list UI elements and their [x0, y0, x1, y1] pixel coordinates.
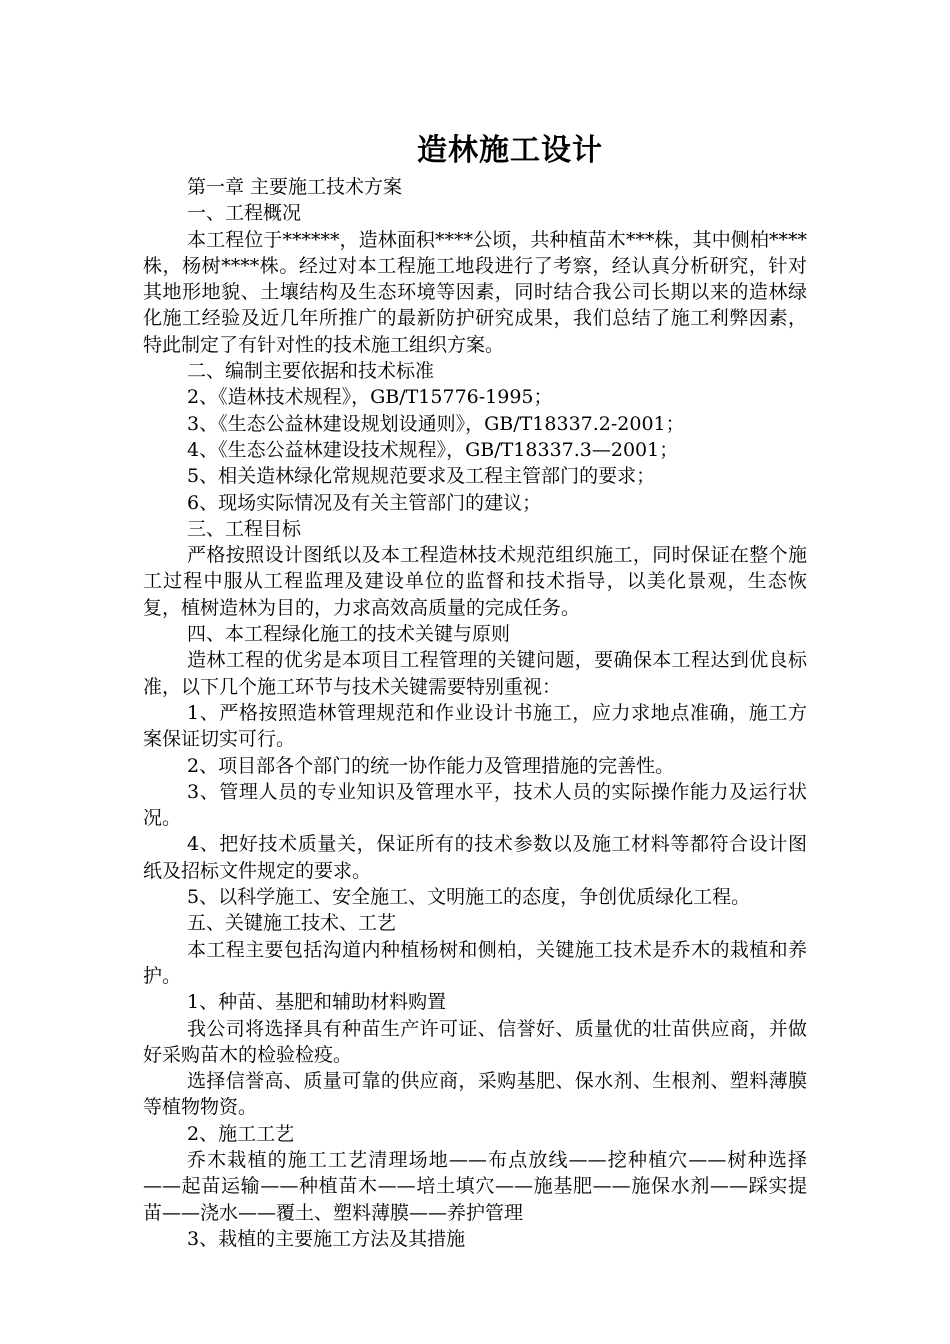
section-heading: 第一章 主要施工技术方案: [187, 176, 403, 198]
body-paragraph: 我公司将选择具有种苗生产许可证、信誉好、质量优的壮苗供应商，并做好采购苗木的检验检疫。: [143, 1017, 807, 1066]
list-item: 2、《造林技术规程》，GB/T15776-1995；: [187, 386, 553, 409]
body-paragraph: 4、把好技术质量关，保证所有的技术参数以及施工材料等都符合设计图纸及招标文件规定的要求。: [143, 833, 807, 882]
list-item: 5、以科学施工、安全施工、文明施工的态度，争创优质绿化工程。: [187, 886, 751, 909]
document-page: [143, 128, 807, 1252]
body-paragraph: 1、严格按照造林管理规范和作业设计书施工，应力求地点准确，施工方案保证切实可行。: [143, 701, 807, 751]
body-paragraph: 选择信誉高、质量可靠的供应商，采购基肥、保水剂、生根剂、塑料薄膜等植物物资。: [143, 1070, 807, 1119]
list-item: 6、现场实际情况及有关主管部门的建议；: [187, 491, 542, 514]
body-paragraph: 本工程主要包括沟道内种植杨树和侧柏，关键施工技术是乔木的栽植和养护。: [143, 938, 807, 987]
list-item: 1、种苗、基肥和辅助材料购置: [187, 991, 447, 1014]
section-heading: 三、工程目标: [187, 517, 302, 540]
section-heading: 一、工程概况: [187, 202, 302, 225]
section-heading: 二、编制主要依据和技术标准: [187, 360, 435, 383]
list-item: 5、相关造林绿化常规规范要求及工程主管部门的要求；: [187, 465, 656, 488]
body-paragraph: 乔木栽植的施工工艺清理场地——布点放线——挖种植穴——树种选择——起苗运输——种植苗木——培土填穴——施基肥——施保水剂——踩实提苗——浇水——覆土、塑料薄膜——养护管理: [143, 1148, 807, 1224]
body-paragraph: 造林工程的优劣是本项目工程管理的关键问题，要确保本工程达到优良标准，以下几个施工环节与技术关键需要特别重视：: [143, 649, 807, 698]
body-paragraph: 严格按照设计图纸以及本工程造林技术规范组织施工，同时保证在整个施工过程中服从工程监理及建设单位的监督和技术指导，以美化景观，生态恢复，植树造林为目的，力求高效高质量的完成任务。: [143, 544, 807, 619]
section-heading: 五、关键施工技术、工艺: [187, 912, 397, 935]
body-paragraph: 3、管理人员的专业知识及管理水平，技术人员的实际操作能力及运行状况。: [143, 780, 807, 830]
list-item: 2、项目部各个部门的统一协作能力及管理措施的完善性。: [187, 754, 675, 777]
list-item: 2、施工工艺: [187, 1122, 295, 1145]
body-paragraph: 本工程位于******，造林面积****公顷，共种植苗木***株，其中侧柏****株，杨树****株。经过对本工程施工地段进行了考察，经认真分析研究，针对其地形地貌、土壤结构及生态环境等因素，同时结合我公司长期以来的造林绿化施工经验及近几年所推广的最新防护研究成果，我们总结了施工利弊因素，特此制定了有针对性的技术施工组织方案。: [143, 228, 807, 356]
document-title: 造林施工设计: [417, 133, 603, 168]
section-heading: 四、本工程绿化施工的技术关键与原则: [187, 623, 511, 646]
document-body: [143, 174, 807, 1252]
list-item: 4、《生态公益林建设技术规程》，GB/T18337.3—2001；: [187, 438, 679, 461]
list-item: 3、《生态公益林建设规划设通则》，GB/T18337.2-2001；: [187, 412, 685, 435]
list-item: 3、栽植的主要施工方法及其措施: [187, 1227, 466, 1250]
